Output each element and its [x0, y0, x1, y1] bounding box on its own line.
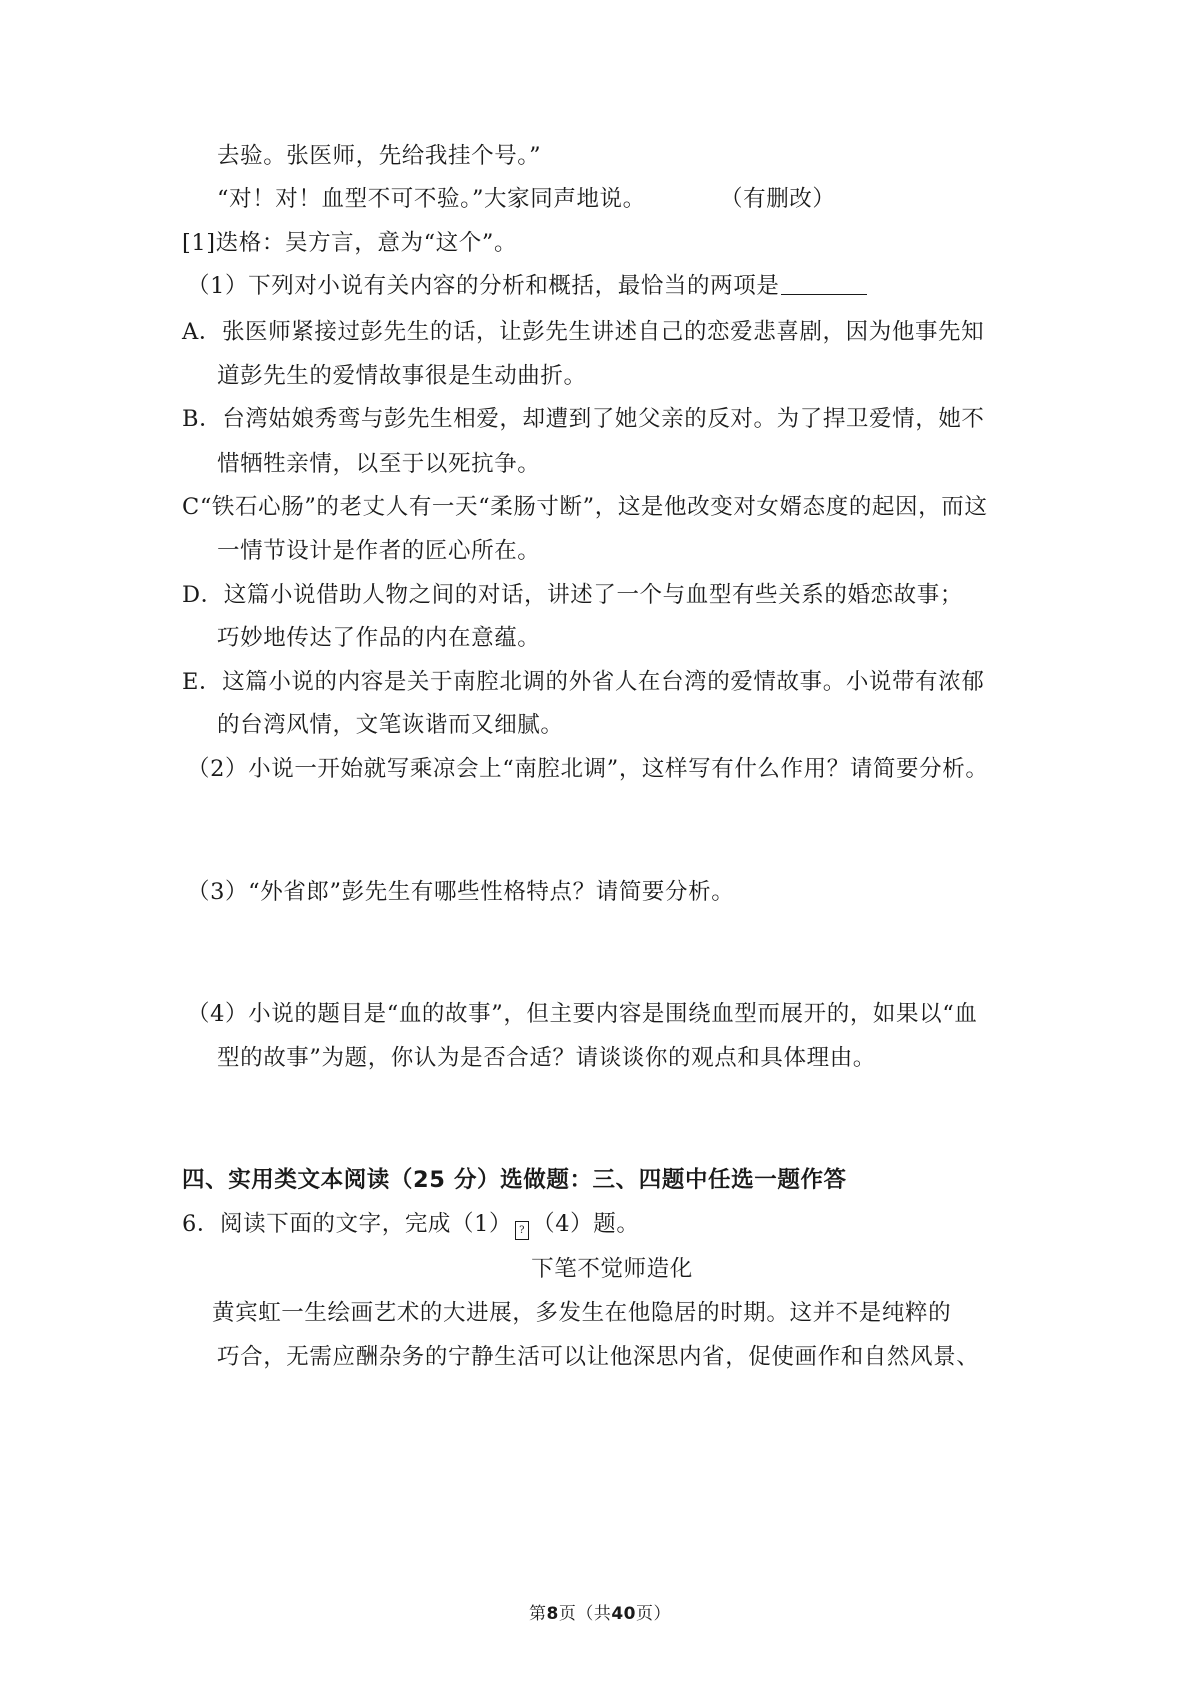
option-c-line2: 一情节设计是作者的匠心所在。	[217, 538, 541, 564]
instruction-text-end: （4）题。	[532, 1211, 640, 1237]
option-b-line1: B．台湾姑娘秀鸾与彭先生相爱，却遭到了她父亲的反对。为了捍卫爱情，她不	[182, 406, 985, 432]
footer-suffix: 页）	[636, 1604, 671, 1624]
missing-glyph-icon: ?	[515, 1221, 529, 1240]
option-a-line1: A．张医师紧接过彭先生的话，让彭先生讲述自己的恋爱悲喜剧，因为他事先知	[182, 319, 985, 345]
footnote: [1]迭格：吴方言，意为“这个”。	[182, 230, 518, 256]
question-4-line1: （4）小说的题目是“血的故事”，但主要内容是围绕血型而展开的，如果以“血	[187, 1001, 978, 1027]
answer-blank	[781, 272, 867, 295]
article-paragraph-line: 巧合，无需应酬杂务的宁静生活可以让他深思内省，促使画作和自然风景、	[217, 1344, 980, 1370]
page-number: 8	[546, 1604, 559, 1624]
section-heading: 四、实用类文本阅读（25 分）选做题：三、四题中任选一题作答	[182, 1167, 847, 1193]
option-e-line1: E．这篇小说的内容是关于南腔北调的外省人在台湾的爱情故事。小说带有浓郁	[182, 669, 985, 695]
total-pages: 40	[611, 1604, 636, 1624]
question-2: （2）小说一开始就写乘凉会上“南腔北调”，这样写有什么作用？请简要分析。	[187, 756, 989, 782]
option-b-line2: 惜牺牲亲情，以至于以死抗争。	[217, 451, 541, 477]
article-title: 下笔不觉师造化	[531, 1256, 693, 1282]
section-instruction	[182, 1208, 1042, 1240]
option-d-line1: D．这篇小说借助人物之间的对话，讲述了一个与血型有些关系的婚恋故事；	[182, 582, 963, 608]
question-3: （3）“外省郎”彭先生有哪些性格特点？请简要分析。	[187, 879, 735, 905]
passage-dialogue: “对！对！血型不可不验。”大家同声地说。	[217, 186, 646, 212]
question-4-line2: 型的故事”为题，你认为是否合适？请谈谈你的观点和具体理由。	[217, 1045, 876, 1071]
page-footer	[0, 1599, 1200, 1624]
article-paragraph-line: 黄宾虹一生绘画艺术的大进展，多发生在他隐居的时期。这并不是纯粹的	[212, 1300, 952, 1326]
passage-line: 去验。张医师，先给我挂个号。”	[217, 143, 542, 169]
footer-middle: 页（共	[558, 1604, 612, 1624]
option-a-line2: 道彭先生的爱情故事很是生动曲折。	[217, 363, 587, 389]
option-c-line1: C“铁石心肠”的老丈人有一天“柔肠寸断”，这是他改变对女婿态度的起因，而这	[182, 494, 988, 520]
footer-prefix: 第	[528, 1604, 547, 1624]
option-d-line2: 巧妙地传达了作品的内在意蕴。	[217, 625, 541, 651]
revision-note: （有删改）	[720, 186, 836, 212]
question-1-stem	[187, 270, 1047, 302]
passage-line	[217, 183, 1077, 215]
option-e-line2: 的台湾风情，文笔诙谐而又细腻。	[217, 712, 564, 738]
instruction-text: 6．阅读下面的文字，完成（1）	[182, 1211, 513, 1237]
question-1-text: （1）下列对小说有关内容的分析和概括，最恰当的两项是	[187, 273, 780, 299]
